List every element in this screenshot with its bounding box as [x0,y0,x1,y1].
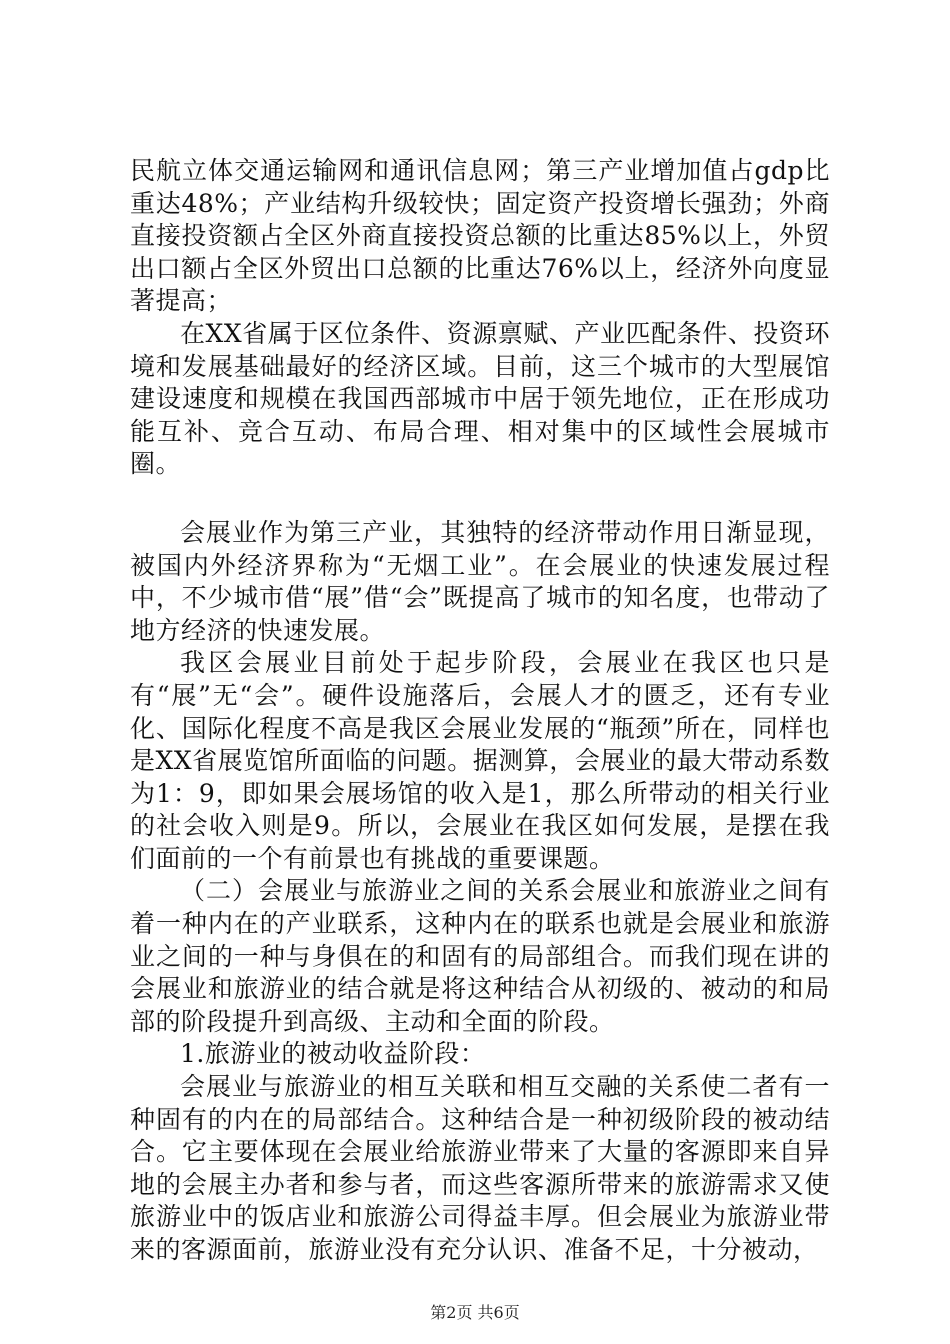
document-body [130,155,830,1267]
paragraph-gap [130,481,830,517]
section-heading: 1.旅游业的被动收益阶段： [180,1039,486,1069]
page-footer: 第2页 共6页 [430,1303,520,1322]
paragraph-relationship: （二）会展业与旅游业之间的关系会展业和旅游业之间有着一种内在的产业联系，这种内在的联系也就是会展业和旅游业之间的一种与身俱在的和固有的局部组合。而我们现在讲的会展业和旅游业的结合就是将这种结合从初级的、被动的和局部的阶段提升到高级、主动和全面的阶段。 [130,876,830,1036]
paragraph-region: 在XX省属于区位条件、资源禀赋、产业匹配条件、投资环境和发展基础最好的经济区域。目前，这三个城市的大型展馆建设速度和规模在我国西部城市中居于领先地位，正在形成功能互补、竞合互动、布局合理、相对集中的区域性会展城市圈。 [130,318,830,479]
paragraph-industry: 会展业作为第三产业，其独特的经济带动作用日渐显现，被国内外经济界称为“无烟工业”。在会展业的快速发展过程中，不少城市借“展”借“会”既提高了城市的知名度，也带动了地方经济的快速发展。 [130,517,830,645]
paragraph-passive-stage: 会展业与旅游业的相互关联和相互交融的关系使二者有一种固有的内在的局部结合。这种结合是一种初级阶段的被动结合。它主要体现在会展业给旅游业带来了大量的客源即来自异地的会展主办者和参与者，而这些客源所带来的旅游需求又使旅游业中的饭店业和旅游公司得益丰厚。但会展业为旅游业带来的客源面前，旅游业没有充分认识、准备不足，十分被动， [130,1072,830,1264]
paragraph-continued: 民航立体交通运输网和通讯信息网；第三产业增加值占gdp比重达48%；产业结构升级较快；固定资产投资增长强劲；外商直接投资额占全区外商直接投资总额的比重达85%以上，外贸出口额占全区外贸出口总额的比重达76%以上，经济外向度显著提高； [130,156,830,316]
paragraph-bottleneck: 我区会展业目前处于起步阶段，会展业在我区也只是有“展”无“会”。硬件设施落后，会展人才的匮乏，还有专业化、国际化程度不高是我区会展业发展的“瓶颈”所在，同样也是XX省展览馆所面临的问题。据测算，会展业的最大带动系数为1：9，即如果会展场馆的收入是1，那么所带动的相关行业的社会收入则是9。所以，会展业在我区如何发展，是摆在我们面前的一个有前景也有挑战的重要课题。 [130,648,830,873]
